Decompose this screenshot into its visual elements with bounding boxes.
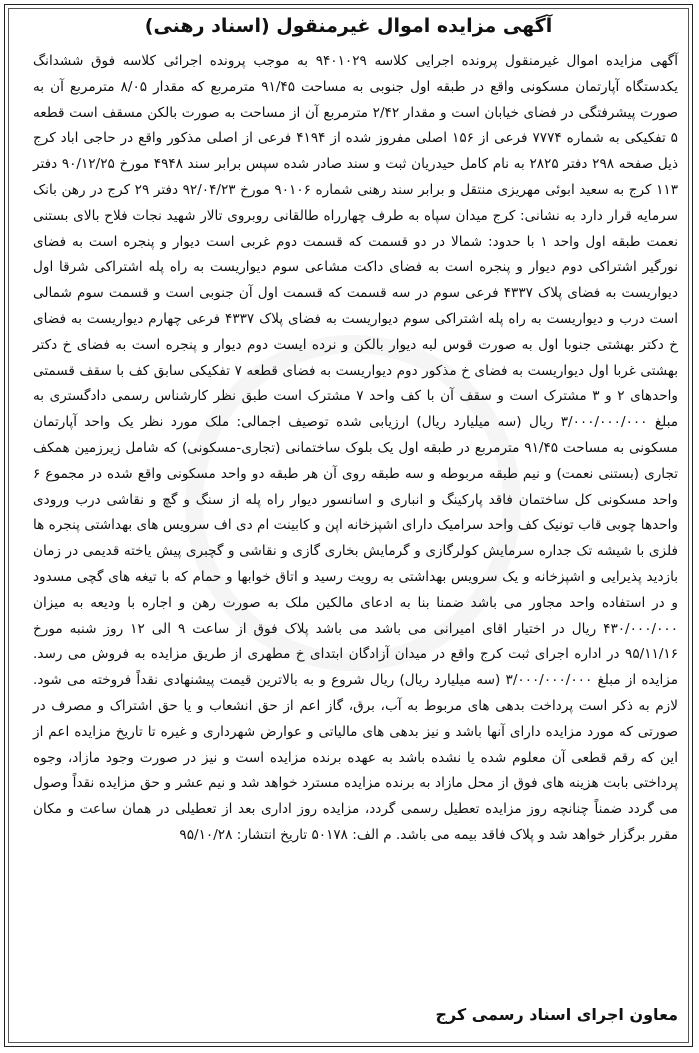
notice-title: آگهی مزایده اموال غیرمنقول (اسناد رهنی) [144, 15, 553, 37]
signature-line: معاون اجرای اسناد رسمی کرج [435, 1005, 678, 1024]
notice-body [33, 49, 678, 849]
notice-body-paragraph: آگهی مزایده اموال غیرمنقول پرونده اجرایی کلاسه ۹۴۰۱۰۲۹ به موجب پرونده اجرائی کلاسه فوق ششدانگ یکدستگاه آپارتمان مسکونی واقع در طبقه اول جنوبی به مساحت ۹۱/۴۵ مترمربع که مقدار ۸/۰۵ مترمربع آن به صورت پیشرفتگی در فضای خیابان است و مقدار ۲/۴۲ مترمربع آن از مساحت به صورت بالکن مسقف است قطعه ۵ تفکیکی به شماره ۷۷۷۴ فرعی از ۱۵۶ اصلی مفروز شده از ۴۱۹۴ فرعی از اصلی مذکور واقع در حاجی اباد کرج ذیل صفحه ۲۹۸ دفتر ۲۸۲۵ به نام کامل حیدریان ثبت و سند صادر شده سپس برابر سند ۴۹۴۸ مورخ ۹۰/۱۲/۲۵ دفتر ۱۱۳ کرج به سعید ابوئی مهریزی منتقل و برابر سند رهنی شماره ۹۰۱۰۶ مورخ ۹۲/۰۴/۲۳ دفتر ۲۹ کرج در رهن بانک سرمایه قرار دارد به نشانی: کرج میدان سپاه به طرف چهارراه طالقانی روبروی تالار شهید نجات فلاح بالای بستنی نعمت طبقه اول واحد ۱ با حدود: شمالا در دو قسمت که قسمت دوم غربی است دیوار و پنجره است به فضای نورگیر اشتراکی دوم دیوار و پنجره است به فضای داکت مشاعی سوم دیواریست به راه پله اشتراکی شرقا اول دیواریست به فضای پلاک ۴۳۳۷ فرعی سوم در سه قسمت که قسمت اول آن جنوبی است و قسمت سوم شمالی است درب و دیواریست به راه پله اشتراکی سوم دیواریست به فضای پلاک ۴۳۳۷ فرعی چهارم دیواریست به فضای خ دکتر بهشتی جنوبا اول به صورت قوس لبه دیوار بالکن و نرده ایست دوم دیوار و پنجره است به فضای خ دکتر بهشتی غربا اول دیواریست به فضای خ مذکور دوم دیواریست به فضای قطعه ۷ تفکیکی سابق کف با سقف قسمتی واحدهای ۲ و ۳ مشترک است و سقف آن با کف واحد ۷ مشترک است طبق نظر کارشناس رسمی دادگستری به مبلغ ۳/۰۰۰/۰۰۰/۰۰۰ ریال (سه میلیارد ریال) ارزیابی شده توصیف اجمالی: ملک مورد نظر یک واحد آپارتمان مسکونی به مساحت ۹۱/۴۵ مترمربع در طبقه اول یک بلوک ساختمانی (تجاری-مسکونی) که شامل زیرزمین همکف تجاری (بستنی نعمت) و نیم طبقه مربوطه و سه طبقه روی آن هر طبقه دو واحد مسکونی واقع شده در مجموع ۶ واحد مسکونی کل ساختمان فاقد پارکینگ و انباری و اسانسور دیوار راه پله از سنگ و گچ و نقاشی درب ورودی واحدها چوبی قاب تونیک کف واحد سرامیک دارای اشپزخانه اپن و کابینت ام دی اف سرویس های بهداشتی پنجره ها فلزی با شیشه تک جداره سرمایش کولرگازی و گرمایش بخاری گازی و نقاشی و گچبری پیش یاخته قدیمی در زمان بازدید پذیرایی و اشپزخانه و یک سرویس بهداشتی به رویت رسید و اتاق خوابها و حمام که با تیغه های گچی مسدود و در استفاده واحد مجاور می باشد ضمنا بنا به ادعای مالکین ملک به صورت رهن و اجاره با ودیعه به میزان ۴۳۰/۰۰۰/۰۰۰ ریال در اختیار اقای امیرانی می باشد می باشد پلاک فوق از ساعت ۹ الی ۱۲ روز شنبه مورخ ۹۵/۱۱/۱۶ در اداره اجرای ثبت کرج واقع در میدان آزادگان ابتدای خ مطهری از طریق مزایده به فروش می رسد. مزایده از مبلغ ۳/۰۰۰/۰۰۰/۰۰۰ (سه میلیارد ریال) ریال شروع و به بالاترین قیمت پیشنهادی نقداً فروخته می شود. لازم به ذکر است پرداخت بدهی های مربوط به آب، برق، گاز اعم از حق انشعاب و یا حق اشتراک و مصرف در صورتی که مورد مزایده دارای آنها باشد و نیز بدهی های مالیاتی و عوارض شهرداری و غیره تا تاریخ مزایده اعم از این که رقم قطعی آن معلوم شده یا نشده باشد به عهده برنده مزایده است و نیز در صورت وجود مازاد، وجوه پرداختی بابت هزینه های فوق از محل مازاد به برنده مزایده مسترد خواهد شد و نیم عشر و حق مزایده نقداً وصول می گردد ضمناً چنانچه روز مزایده تعطیل رسمی گردد، مزایده روز اداری بعد از تعطیلی در همان ساعت و مکان مقرر برگزار خواهد شد و پلاک فاقد بیمه می باشد. م الف: ۵۰۱۷۸ تاریخ انتشار: ۹۵/۱۰/۲۸ [33, 53, 679, 843]
notice-page [4, 4, 693, 1047]
